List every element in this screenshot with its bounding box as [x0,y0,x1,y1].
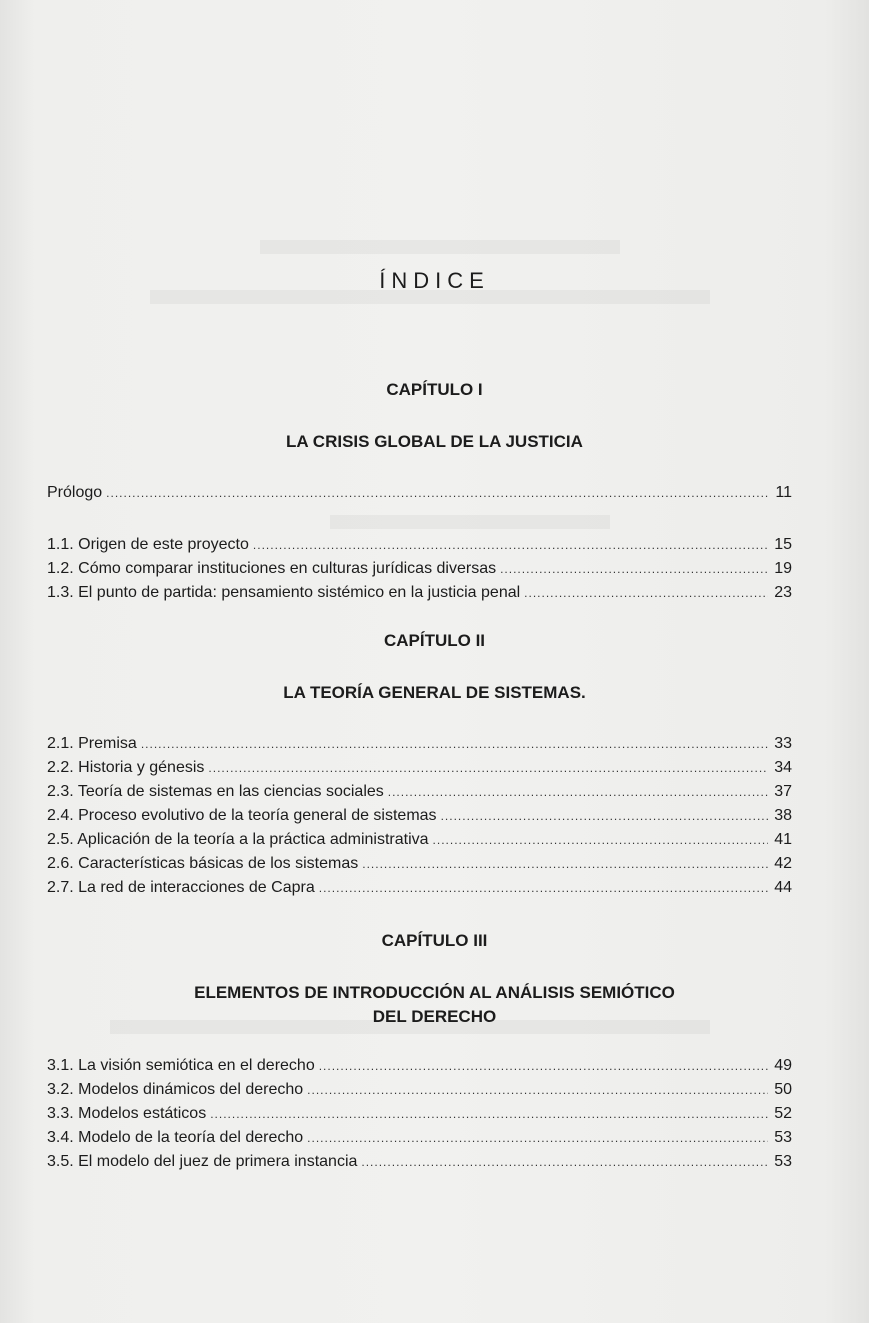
toc-entry-label: 2.6. Características básicas de los sistemas [47,855,359,872]
chapter-3-heading [0,981,869,1029]
toc-entry-label: 1.3. El punto de partida: pensamiento sistémico en la justicia penal [47,584,521,601]
toc-entry-page: 19 [774,560,792,577]
toc-entry-page: 41 [774,831,792,848]
chapter-3-heading-line-2: DEL DERECHO [372,1007,497,1026]
toc-entry[interactable] [47,535,792,557]
toc-entry-label: 3.1. La visión semiótica en el derecho [47,1057,315,1074]
toc-entry[interactable] [47,583,792,605]
toc-entry-page: 23 [774,584,792,601]
leader-dots [524,583,768,603]
chapter-3-label: CAPÍTULO III [381,931,488,950]
leader-dots [141,734,768,754]
toc-entry[interactable] [47,854,792,876]
toc-entry[interactable] [47,1128,792,1150]
leader-dots [361,1152,768,1172]
toc-entry[interactable] [47,782,792,804]
toc-entry-label: 2.7. La red de interacciones de Capra [47,879,315,896]
toc-entry[interactable] [47,483,792,505]
toc-entry-page: 44 [774,879,792,896]
toc-entry-label: 2.3. Teoría de sistemas en las ciencias sociales [47,783,384,800]
leader-dots [319,1056,768,1076]
toc-entry-label: Prólogo [47,484,103,501]
toc-entry[interactable] [47,734,792,756]
chapter-3-heading-line-1: ELEMENTOS DE INTRODUCCIÓN AL ANÁLISIS SEMIÓTICO [194,983,675,1002]
toc-entry-label: 2.4. Proceso evolutivo de la teoría general de sistemas [47,807,437,824]
toc-entry-page: 38 [774,807,792,824]
toc-entry-page: 50 [774,1081,792,1098]
toc-entry[interactable] [47,806,792,828]
leader-dots [307,1128,768,1148]
toc-entry[interactable] [47,830,792,852]
toc-entry-label: 3.3. Modelos estáticos [47,1105,207,1122]
show-through [330,515,610,529]
toc-entry[interactable] [47,1056,792,1078]
toc-entry[interactable] [47,1080,792,1102]
toc-entry-page: 53 [774,1153,792,1170]
toc-entry-page: 42 [774,855,792,872]
chapter-1-label: CAPÍTULO I [386,380,483,399]
leader-dots [106,483,768,503]
toc-entry-page: 15 [774,536,792,553]
leader-dots [208,758,768,778]
toc-entry-label: 2.5. Aplicación de la teoría a la práctica administrativa [47,831,429,848]
toc-entry[interactable] [47,1152,792,1174]
toc-entry-label: 3.4. Modelo de la teoría del derecho [47,1129,304,1146]
leader-dots [319,878,768,898]
chapter-2-label: CAPÍTULO II [383,631,486,650]
leader-dots [307,1080,768,1100]
toc-entry-label: 2.2. Historia y génesis [47,759,205,776]
toc-entry-label: 1.2. Cómo comparar instituciones en culturas jurídicas diversas [47,560,497,577]
toc-entry-page: 52 [774,1105,792,1122]
chapter-2-heading: LA TEORÍA GENERAL DE SISTEMAS. [283,683,586,702]
toc-entry-page: 49 [774,1057,792,1074]
toc-entry-page: 34 [774,759,792,776]
toc-entry-label: 3.5. El modelo del juez de primera instancia [47,1153,358,1170]
toc-entry-page: 33 [774,735,792,752]
toc-entry-page: 37 [774,783,792,800]
leader-dots [433,830,768,850]
toc-entry[interactable] [47,1104,792,1126]
leader-dots [210,1104,768,1124]
leader-dots [388,782,768,802]
toc-entry[interactable] [47,559,792,581]
chapter-1-heading: LA CRISIS GLOBAL DE LA JUSTICIA [286,432,583,451]
leader-dots [441,806,768,826]
page-title: ÍNDICE [379,268,490,293]
toc-entry-label: 1.1. Origen de este proyecto [47,536,249,553]
leader-dots [362,854,768,874]
leader-dots [500,559,768,579]
toc-entry-page: 11 [775,484,792,501]
toc-entry-page: 53 [774,1129,792,1146]
toc-entry-label: 2.1. Premisa [47,735,137,752]
toc-entry-label: 3.2. Modelos dinámicos del derecho [47,1081,304,1098]
toc-entry[interactable] [47,758,792,780]
show-through [260,240,620,254]
leader-dots [253,535,768,555]
toc-entry[interactable] [47,878,792,900]
